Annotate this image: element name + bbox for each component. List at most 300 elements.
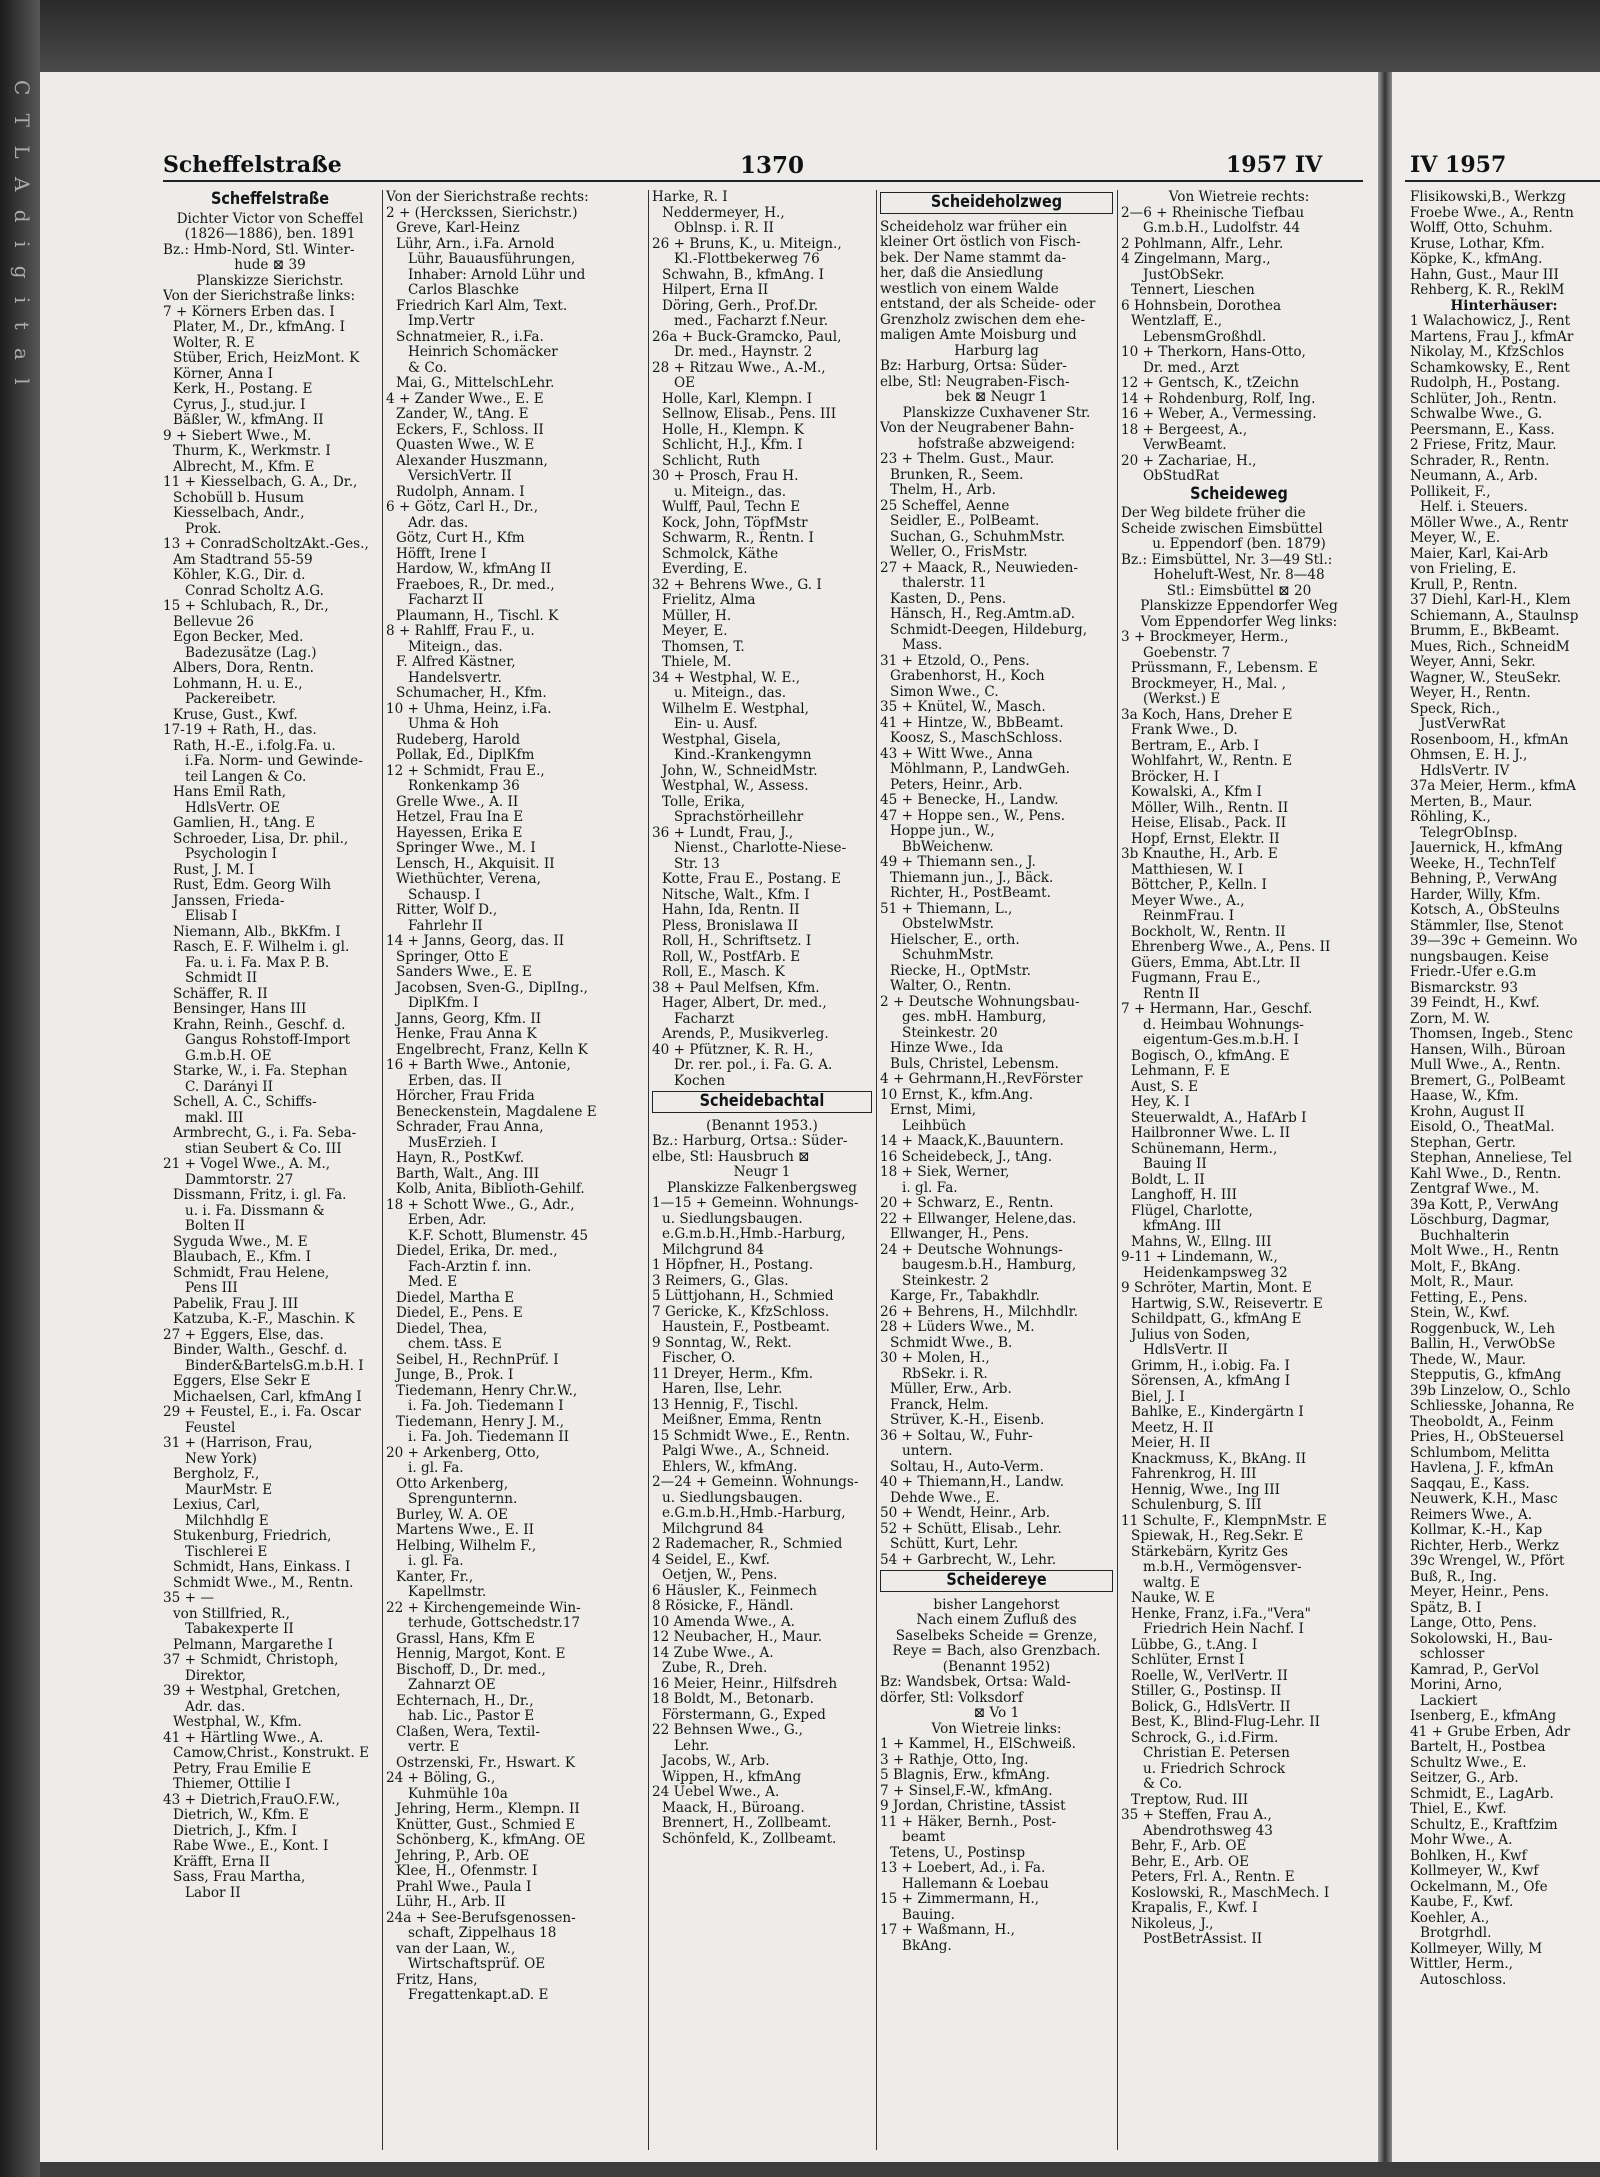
directory-entry: 1 Walachowicz, J., Rent [1410, 314, 1571, 329]
directory-entry: Alexander Huszmann, [396, 453, 548, 469]
directory-entry: Bz.: Eimsbüttel, Nr. 3—49 Stl.: [1121, 552, 1333, 568]
directory-entry: Schünemann, Herm., [1131, 1141, 1278, 1157]
directory-entry: Albrecht, M., Kfm. E [173, 459, 315, 475]
directory-entry: Müller, H. [662, 608, 732, 624]
directory-entry: Feustel [185, 1420, 236, 1436]
directory-entry: Von Wietreie links: [931, 1721, 1062, 1737]
directory-entry: Rehberg, K. R., ReklM [1410, 283, 1565, 298]
directory-entry: Wippen, H., kfmAng [662, 1769, 802, 1785]
directory-entry: maligen Amte Moisburg und [880, 328, 1077, 343]
directory-entry: Kasten, D., Pens. [890, 591, 1007, 607]
directory-entry: 16 + Weber, A., Vermessing. [1121, 407, 1317, 422]
directory-entry: Zander, W., tAng. E [396, 407, 529, 422]
directory-column-4 [880, 190, 1113, 2160]
directory-entry: Walter, O., Rentn. [890, 979, 1012, 994]
directory-entry: Petry, Frau Emilie E [173, 1761, 312, 1777]
directory-entry: Schmidt Wwe., B. [890, 1335, 1013, 1351]
directory-entry: Thiele, M. [662, 655, 732, 670]
directory-entry: 10 Amenda Wwe., A. [652, 1614, 796, 1630]
directory-entry: Schultz, E., Kraftfzim [1410, 1817, 1558, 1833]
directory-entry: 16 Meier, Heinr., Hilfsdreh [652, 1676, 838, 1692]
directory-entry: 4 + Gehrmann,H.,RevFörster [880, 1072, 1083, 1087]
page-number: 1370 [740, 152, 805, 179]
directory-entry: u. i. Fa. Dissmann & [185, 1203, 325, 1219]
directory-entry: Wohlfahrt, W., Rentn. E [1131, 754, 1293, 769]
directory-entry: 5 Lüttjohann, H., Schmied [652, 1289, 834, 1304]
directory-entry: Röhling, K., [1410, 810, 1491, 825]
directory-entry: hude ⊠ 39 [234, 258, 306, 273]
directory-entry: 4 Seidel, E., Kwf. [652, 1552, 770, 1568]
directory-entry: G.m.b.H., Ludolfstr. 44 [1143, 221, 1301, 236]
directory-entry: 18 + Siek, Werner, [880, 1165, 1010, 1180]
directory-entry: Diedel, Thea, [396, 1321, 488, 1337]
directory-entry: Diedel, E., Pens. E [396, 1306, 523, 1321]
directory-entry: Holle, Karl, Klempn. I [662, 391, 813, 407]
directory-entry: Planskizze Sierichstr. [196, 273, 344, 289]
directory-entry: westlich von einem Walde [880, 281, 1059, 297]
directory-entry: Erben, das. II [408, 1073, 502, 1089]
directory-entry: Brennert, H., Zollbeamt. [662, 1816, 832, 1831]
directory-entry: Maier, Karl, Kai-Arb [1410, 546, 1549, 562]
directory-entry: Prahl Wwe., Paula I [396, 1879, 532, 1895]
directory-entry: Weeke, H., TechnTelf [1410, 856, 1556, 872]
directory-entry: Lühr, Arn., i.Fa. Arnold [396, 236, 555, 252]
directory-entry: Prok. [185, 521, 222, 537]
directory-entry: Schütt, Kurt, Lehr. [890, 1537, 1019, 1552]
directory-entry: Von der Sierichstraße links: [163, 289, 356, 304]
directory-entry: Roll, E., Masch. K [662, 965, 785, 980]
directory-entry: C. Darányi II [185, 1079, 274, 1095]
directory-entry: Wilhelm E. Westphal, [662, 701, 809, 717]
directory-entry: Dichter Victor von Scheffel [176, 211, 364, 227]
directory-entry: Sprachstörheillehr [674, 810, 804, 825]
directory-entry: Kowalski, A., Kfm I [1131, 785, 1262, 800]
directory-entry: i. Fa. Joh. Tiedemann II [408, 1430, 570, 1445]
directory-entry: Schönberg, K., kfmAng. OE [396, 1833, 586, 1848]
directory-entry: 24 + Deutsche Wohnungs- [880, 1242, 1063, 1258]
directory-entry: Schrader, Frau Anna, [396, 1120, 544, 1135]
directory-entry: Koslowski, R., MaschMech. I [1131, 1885, 1330, 1901]
directory-entry: 26a + Buck-Gramcko, Paul, [652, 329, 842, 345]
directory-entry: 34 + Westphal, W. E., [652, 670, 801, 686]
directory-entry: Martens Wwe., E. II [396, 1523, 535, 1538]
directory-entry: Jehring, P., Arb. OE [396, 1848, 530, 1864]
directory-entry: Treptow, Rud. III [1131, 1792, 1249, 1808]
directory-entry: Hartwig, S.W., Reisevertr. E [1131, 1296, 1323, 1312]
directory-entry: (Werkst.) E [1143, 692, 1221, 707]
directory-entry: Stepputis, G., kfmAng [1410, 1368, 1562, 1383]
directory-entry: 25 Scheffel, Aenne [880, 498, 1010, 514]
directory-entry: Froebe Wwe., A., Rentn [1410, 205, 1574, 221]
directory-entry: nungsbaugen. Keise [1410, 949, 1549, 965]
directory-entry: 13 Hennig, F., Tischl. [652, 1397, 799, 1413]
directory-entry: Tischlerei E [185, 1544, 268, 1560]
directory-entry: eigentum-Ges.m.b.H. I [1143, 1033, 1299, 1048]
directory-entry: 20 + Zachariae, H., [1121, 453, 1257, 469]
directory-entry: JustVerwRat [1420, 717, 1506, 732]
directory-entry: 2—6 + Rheinische Tiefbau [1121, 205, 1305, 221]
directory-entry: Kanter, Fr., [396, 1569, 474, 1585]
directory-entry: Seitzer, G., Arb. [1410, 1771, 1519, 1786]
directory-entry: Milchhdlg E [185, 1513, 269, 1529]
directory-entry: Lühr, Bauausführungen, [408, 252, 576, 267]
directory-entry: bek ⊠ Neugr 1 [945, 390, 1048, 405]
directory-entry: Fahrenkrog, H. III [1131, 1467, 1257, 1482]
directory-entry: Westphal, Gisela, [662, 732, 781, 748]
directory-entry: Rust, J. M. I [173, 862, 255, 878]
directory-entry: Schell, A. C., Schiffs- [173, 1095, 317, 1110]
directory-entry: 50 + Wendt, Heinr., Arb. [880, 1506, 1051, 1521]
scan-top-border [0, 0, 1600, 72]
directory-entry: Ernst, Mimi, [890, 1103, 977, 1118]
directory-entry: i.Fa. Norm- und Gewinde- [185, 754, 363, 769]
directory-entry: Scheide zwischen Eimsbüttel [1121, 521, 1323, 537]
directory-entry: Roll, H., Schriftsetz. I [662, 934, 812, 949]
directory-entry: Kräfft, Erna II [173, 1854, 270, 1870]
directory-entry: 49 + Thiemann sen., J. [880, 855, 1036, 870]
directory-entry: stian Seubert & Co. III [185, 1141, 342, 1157]
directory-entry: Schmidt, E., LagArb. [1410, 1786, 1554, 1802]
directory-entry: Eisold, O., TheatMal. [1410, 1120, 1555, 1135]
directory-entry: Schlicht, H.J., Kfm. I [662, 438, 803, 453]
directory-entry: Schulenburg, S. III [1131, 1498, 1262, 1513]
directory-entry: Reimers Wwe., A. [1410, 1507, 1533, 1523]
directory-entry: Palgi Wwe., A., Schneid. [662, 1444, 830, 1459]
directory-entry: baugesm.b.H., Hamburg, [902, 1258, 1077, 1273]
directory-entry: Hans Emil Rath, [173, 785, 287, 800]
directory-entry: Dietrich, W., Kfm. E [173, 1808, 309, 1823]
directory-entry: Goebenstr. 7 [1143, 645, 1231, 661]
directory-entry: Tiedemann, Henry Chr.W., [396, 1383, 578, 1399]
directory-entry: Autoschloss. [1420, 1972, 1507, 1988]
directory-entry: Sass, Frau Martha, [173, 1870, 306, 1885]
directory-entry: Neddermeyer, H., [662, 205, 785, 221]
directory-entry: Dr. med., Haynstr. 2 [674, 345, 813, 360]
directory-entry: Uhma & Hoh [408, 717, 499, 732]
directory-entry: Nienst., Charlotte-Niese- [674, 841, 847, 856]
directory-entry: Thede, W., Maur. [1410, 1352, 1526, 1368]
directory-entry: Otto Arkenberg, [396, 1476, 509, 1492]
directory-entry: 2 Friese, Fritz, Maur. [1410, 438, 1557, 453]
directory-entry: ObStudRat [1143, 469, 1220, 484]
directory-entry: Köpke, K., kfmAng. [1410, 252, 1543, 267]
directory-entry: Mahns, W., Ellng. III [1131, 1234, 1272, 1250]
directory-entry: Hoheluft-West, Nr. 8—48 [1153, 568, 1325, 583]
directory-entry: Bischoff, D., Dr. med., [396, 1662, 546, 1678]
directory-entry: Karge, Fr., Tabakhdlr. [890, 1289, 1040, 1304]
directory-entry: K.F. Schott, Blumenstr. 45 [408, 1228, 589, 1244]
street-heading-box [880, 192, 1113, 214]
directory-entry: 9 Jordan, Christine, tAssist [880, 1799, 1066, 1814]
directory-entry: Stüber, Erich, HeizMont. K [173, 351, 360, 366]
directory-entry: Oblnsp. i. R. II [674, 221, 774, 236]
directory-entry: Güers, Emma, Abt.Ltr. II [1131, 955, 1301, 971]
directory-entry: m.b.H., Vermögensver- [1143, 1560, 1302, 1575]
directory-entry: Hahn, Gust., Maur III [1410, 267, 1559, 283]
directory-entry: Ritter, Wolf D., [396, 903, 498, 918]
directory-entry: 37 + Schmidt, Christoph, [163, 1653, 339, 1668]
directory-entry: Rosenboom, H., kfmAn [1410, 732, 1569, 748]
directory-entry: 36 + Soltau, W., Fuhr- [880, 1428, 1033, 1444]
directory-entry: u. Siedlungsbaugen. [662, 1490, 803, 1506]
directory-column-3 [652, 190, 872, 2160]
directory-entry: PostBetrAssist. II [1143, 1932, 1263, 1947]
directory-entry: HdlsVertr. IV [1420, 763, 1510, 779]
directory-entry: 41 + Härtling Wwe., A. [163, 1730, 324, 1746]
directory-entry: Böttcher, P., Kelln. I [1131, 878, 1267, 893]
directory-entry: Lehmann, F. E [1131, 1064, 1230, 1079]
directory-entry: Fischer, O. [662, 1351, 736, 1366]
directory-entry: Spiewak, H., Reg.Sekr. E [1131, 1529, 1304, 1544]
directory-entry: Sokolowski, H., Bau- [1410, 1631, 1553, 1647]
directory-entry: Kl.-Flottbekerweg 76 [674, 252, 820, 267]
directory-entry: 41 + Hintze, W., BbBeamt. [880, 715, 1064, 731]
directory-entry: SchuhmMstr. [902, 948, 994, 963]
directory-entry: 30 + Molen, H., [880, 1351, 990, 1366]
directory-entry: Best, K., Blind-Flug-Lehr. II [1131, 1715, 1321, 1730]
directory-entry: Flügel, Charlotte, [1131, 1203, 1253, 1219]
directory-entry: Milchgrund 84 [662, 1521, 765, 1537]
directory-entry: Plaumann, H., Tischl. K [396, 608, 559, 624]
directory-entry: Bäßler, W., kfmAng. II [173, 413, 324, 428]
directory-entry: Lübbe, G., t.Ang. I [1131, 1637, 1258, 1653]
directory-entry: Havlena, J. F., kfmAn [1410, 1461, 1554, 1476]
directory-entry: elbe, Stl: Hausbruch ⊠ [652, 1149, 810, 1165]
directory-entry: Neumann, A., Arb. [1410, 469, 1538, 484]
directory-entry: 3 + Brockmeyer, Herm., [1121, 630, 1289, 645]
directory-entry: Milchgrund 84 [662, 1242, 765, 1258]
directory-entry: e.G.m.b.H.,Hmb.-Harburg, [662, 1227, 846, 1242]
directory-entry: 9 Schröter, Martin, Mont. E [1121, 1281, 1313, 1296]
directory-entry: Hardow, W., kfmAng II [396, 562, 552, 577]
directory-entry: G.m.b.H. OE [185, 1048, 272, 1064]
directory-entry: Lühr, H., Arb. II [396, 1895, 506, 1910]
directory-entry: 2—24 + Gemeinn. Wohnungs- [652, 1475, 859, 1490]
directory-entry: TelegrObInsp. [1420, 825, 1518, 841]
directory-entry: Knütter, Gust., Schmied E [396, 1817, 576, 1833]
directory-entry: Seidler, E., PolBeamt. [890, 514, 1040, 529]
directory-entry: Wiethüchter, Verena, [396, 872, 541, 887]
directory-entry: Möhlmann, P., LandwGeh. [890, 762, 1070, 777]
directory-entry: Koosz, S., MaschSchloss. [890, 731, 1063, 746]
directory-entry: 12 + Schmidt, Frau E., [386, 763, 545, 779]
directory-entry: 7 + Sinsel,F.-W., kfmAng. [880, 1783, 1053, 1799]
directory-entry: Burley, W. A. OE [396, 1507, 508, 1523]
directory-entry: Thomsen, Ingeb., Stenc [1410, 1027, 1574, 1042]
directory-entry: Bröcker, H. I [1131, 769, 1220, 785]
directory-entry: Langhoff, H. III [1131, 1188, 1237, 1203]
directory-entry: Hallemann & Loebau [902, 1876, 1049, 1892]
directory-entry: 12 Neubacher, H., Maur. [652, 1630, 823, 1645]
directory-entry: 35 + — [163, 1591, 214, 1606]
directory-entry: Reye = Bach, also Grenzbach. [892, 1644, 1101, 1659]
directory-entry: Mass. [902, 638, 943, 653]
directory-entry: Hilpert, Erna II [662, 283, 769, 298]
header-rule-right [1405, 180, 1600, 182]
directory-entry: Quasten Wwe., W. E [396, 438, 535, 453]
directory-entry: Diedel, Martha E [396, 1290, 515, 1306]
directory-entry: Meißner, Emma, Rentn [662, 1413, 822, 1428]
directory-entry: Isenberg, E., kfmAng [1410, 1709, 1557, 1724]
directory-entry: 39 Feindt, H., Kwf. [1410, 996, 1540, 1011]
directory-entry: Stärkebärn, Kyritz Ges [1131, 1544, 1288, 1560]
directory-entry: Cyrus, J., stud.jur. I [173, 397, 306, 413]
directory-entry: Schmolck, Käthe [662, 546, 779, 562]
directory-entry: Soltau, H., Auto-Verm. [890, 1459, 1044, 1475]
directory-entry: Miteign., das. [408, 639, 503, 655]
directory-entry: Mull Wwe., A., Rentn. [1410, 1058, 1561, 1073]
directory-entry: Schildpatt, G., kfmAng E [1131, 1312, 1302, 1327]
directory-entry: Peters, Frl. A., Rentn. E [1131, 1870, 1295, 1885]
directory-entry: Beneckenstein, Magdalene E [396, 1104, 597, 1120]
directory-entry: Saqqau, E., Kass. [1410, 1476, 1530, 1492]
directory-entry: 22 + Ellwanger, Helene,das. [880, 1211, 1077, 1227]
directory-entry: 18 + Schott Wwe., G., Adr., [386, 1197, 575, 1213]
directory-entry: Ohmsen, E. H. J., [1410, 748, 1528, 763]
directory-entry: Steinkestr. 20 [902, 1025, 998, 1041]
directory-entry: Roll, W., PostfArb. E [662, 949, 801, 965]
directory-entry: Grelle Wwe., A. II [396, 794, 519, 810]
directory-entry: Leihbüch [902, 1118, 966, 1134]
directory-entry: Jacobsen, Sven-G., DiplIng., [396, 980, 588, 996]
directory-entry: Heise, Elisab., Pack. II [1131, 816, 1287, 831]
directory-entry: BkAng. [902, 1938, 952, 1954]
directory-entry: Henke, Franz, i.Fa.,"Vera" [1131, 1606, 1311, 1622]
directory-entry: Pabelik, Frau J. III [173, 1296, 299, 1312]
directory-entry: Körner, Anna I [173, 366, 274, 382]
directory-entry: elbe, Stl: Neugraben-Fisch- [880, 374, 1070, 390]
directory-entry: Stämmler, Ilse, Stenot [1410, 918, 1564, 934]
column-divider [1117, 190, 1118, 2150]
directory-entry: Stephan, Anneliese, Tel [1410, 1151, 1572, 1166]
directory-entry: Aust, S. E [1131, 1079, 1199, 1095]
directory-entry: Schlüter, Joh., Rentn. [1410, 391, 1557, 407]
directory-entry: Wulff, Paul, Techn E [662, 500, 801, 515]
directory-entry: Harder, Willy, Kfm. [1410, 887, 1541, 903]
directory-column-1 [163, 190, 377, 2160]
directory-entry: (Benannt 1952) [942, 1659, 1051, 1675]
directory-entry: Schmidt, Frau Helene, [173, 1265, 330, 1281]
directory-entry: Fahrlehr II [408, 918, 483, 934]
directory-entry: Schroeder, Lisa, Dr. phil., [173, 831, 349, 847]
directory-entry: Kahl Wwe., D., Rentn. [1410, 1166, 1562, 1182]
directory-entry: Lensch, H., Akquisit. II [396, 856, 555, 872]
directory-entry: Facharzt [674, 1011, 735, 1027]
directory-entry: Harburg lag [954, 343, 1039, 359]
directory-entry: hab. Lic., Pastor E [408, 1709, 535, 1724]
directory-entry: 3 Reimers, G., Glas. [652, 1273, 789, 1289]
directory-entry: kfmAng. III [1143, 1219, 1222, 1234]
directory-entry: Bauing. [902, 1907, 955, 1923]
directory-entry: Stein, W., Kwf. [1410, 1306, 1510, 1321]
directory-entry: Fugmann, Frau E., [1131, 971, 1261, 986]
directory-entry: Grenzholz zwischen dem ehe- [880, 312, 1086, 328]
directory-entry: Armbrecht, G., i. Fa. Seba- [173, 1126, 357, 1141]
directory-entry: RbSekr. i. R. [902, 1366, 988, 1382]
directory-entry: Simon Wwe., C. [890, 684, 999, 700]
directory-entry: Stl.: Eimsbüttel ⊠ 20 [1166, 583, 1312, 599]
directory-entry: Meyer, Heinr., Pens. [1410, 1585, 1549, 1600]
directory-entry: Claßen, Wera, Textil- [396, 1724, 541, 1740]
directory-entry: 1 Höpfner, H., Postang. [652, 1258, 814, 1273]
directory-entry: 11 + Häker, Bernh., Post- [880, 1814, 1057, 1830]
directory-entry: 52 + Schütt, Elisab., Lehr. [880, 1521, 1062, 1537]
directory-entry: beamt [902, 1830, 946, 1845]
directory-entry: Ein- u. Ausf. [674, 717, 758, 732]
directory-entry: entstand, der als Scheide- oder [880, 297, 1096, 312]
directory-entry: Zahnarzt OE [408, 1678, 496, 1693]
directory-entry: Haustein, F., Postbeamt. [662, 1320, 830, 1335]
directory-entry: 8 + Rahlff, Frau F., u. [386, 624, 535, 639]
directory-entry: 12 + Gentsch, K., tZeichn [1121, 376, 1299, 391]
directory-entry: 7 + Hermann, Har., Geschf. [1121, 1002, 1313, 1017]
directory-entry: 14 + Maack,K.,Bauuntern. [880, 1134, 1064, 1149]
directory-entry: Jauernick, H., kfmAng [1410, 841, 1563, 856]
directory-entry: Schwalbe Wwe., G. [1410, 407, 1543, 422]
directory-entry: Haren, Ilse, Lehr. [662, 1382, 783, 1397]
directory-entry: Speck, Rich., [1410, 701, 1501, 717]
directory-entry: Helf. i. Steuers. [1420, 500, 1528, 515]
directory-entry: Jacobs, W., Arb. [662, 1754, 770, 1769]
directory-entry: Hager, Albert, Dr. med., [662, 996, 827, 1011]
directory-entry: Schmidt II [185, 971, 258, 986]
directory-entry: Heinrich Schomäcker [408, 345, 558, 360]
directory-entry: Starke, W., i. Fa. Stephan [173, 1064, 348, 1079]
directory-entry: Kruse, Lothar, Kfm. [1410, 236, 1545, 252]
directory-entry: Blaubach, E., Kfm. I [173, 1250, 311, 1265]
directory-entry: ObstelwMstr. [902, 917, 994, 932]
directory-entry: Thiemer, Ottilie I [173, 1777, 291, 1792]
directory-entry: Möller, Wilh., Rentn. II [1131, 800, 1289, 816]
directory-entry: 16 Scheidebeck, J., tAng. [880, 1149, 1053, 1165]
directory-entry: Rabe Wwe., E., Kont. I [173, 1839, 329, 1854]
directory-entry: Med. E [408, 1275, 458, 1290]
directory-entry: 3a Koch, Hans, Dreher E [1121, 707, 1293, 723]
column-divider [876, 190, 877, 2150]
directory-entry: untern. [902, 1444, 953, 1459]
directory-entry: Neugr 1 [733, 1165, 791, 1180]
directory-entry: Von Wietreie rechts: [1168, 190, 1310, 205]
directory-entry: 18 Boldt, M., Betonarb. [652, 1692, 814, 1707]
directory-entry: 40 + Pfützner, K. R. H., [652, 1042, 814, 1058]
year-volume-right: IV 1957 [1410, 152, 1507, 178]
directory-entry: Brunken, R., Seem. [890, 467, 1024, 483]
directory-entry: Pollikeit, F., [1410, 484, 1491, 500]
directory-entry: 21 + Vogel Wwe., A. M., [163, 1157, 331, 1172]
directory-entry: her, daß die Ansiedlung [880, 266, 1044, 281]
directory-entry: Frank Wwe., D. [1131, 723, 1238, 738]
directory-entry: Greve, Karl-Heinz [396, 221, 520, 236]
directory-entry: Kuhmühle 10a [408, 1786, 508, 1802]
directory-entry: 16 + Barth Wwe., Antonie, [386, 1058, 571, 1073]
directory-entry: Carlos Blaschke [408, 283, 519, 298]
directory-entry: Henke, Frau Anna K [396, 1027, 537, 1042]
directory-entry: Seibel, H., RechnPrüf. I [396, 1352, 559, 1368]
directory-entry: Bertram, E., Arb. I [1131, 738, 1260, 754]
directory-entry: i. gl. Fa. [408, 1461, 464, 1476]
directory-entry: Pries, H., ObSteuersel [1410, 1430, 1564, 1445]
directory-entry: Roelle, W., VerlVertr. II [1131, 1668, 1288, 1684]
directory-entry: Bz: Harburg, Ortsa: Süder- [880, 359, 1067, 374]
directory-entry: OE [674, 376, 696, 391]
directory-entry: 20 + Arkenberg, Otto, [386, 1445, 540, 1461]
directory-entry: Jehring, Herm., Klempn. II [396, 1802, 580, 1817]
directory-entry: Tetens, U., Postinsp [890, 1845, 1026, 1861]
directory-entry: Lackiert [1420, 1693, 1478, 1709]
directory-entry: Syguda Wwe., M. E [173, 1234, 308, 1250]
directory-entry: Weller, O., FrisMstr. [890, 545, 1028, 560]
directory-entry: Hinterhäuser: [1450, 298, 1558, 314]
